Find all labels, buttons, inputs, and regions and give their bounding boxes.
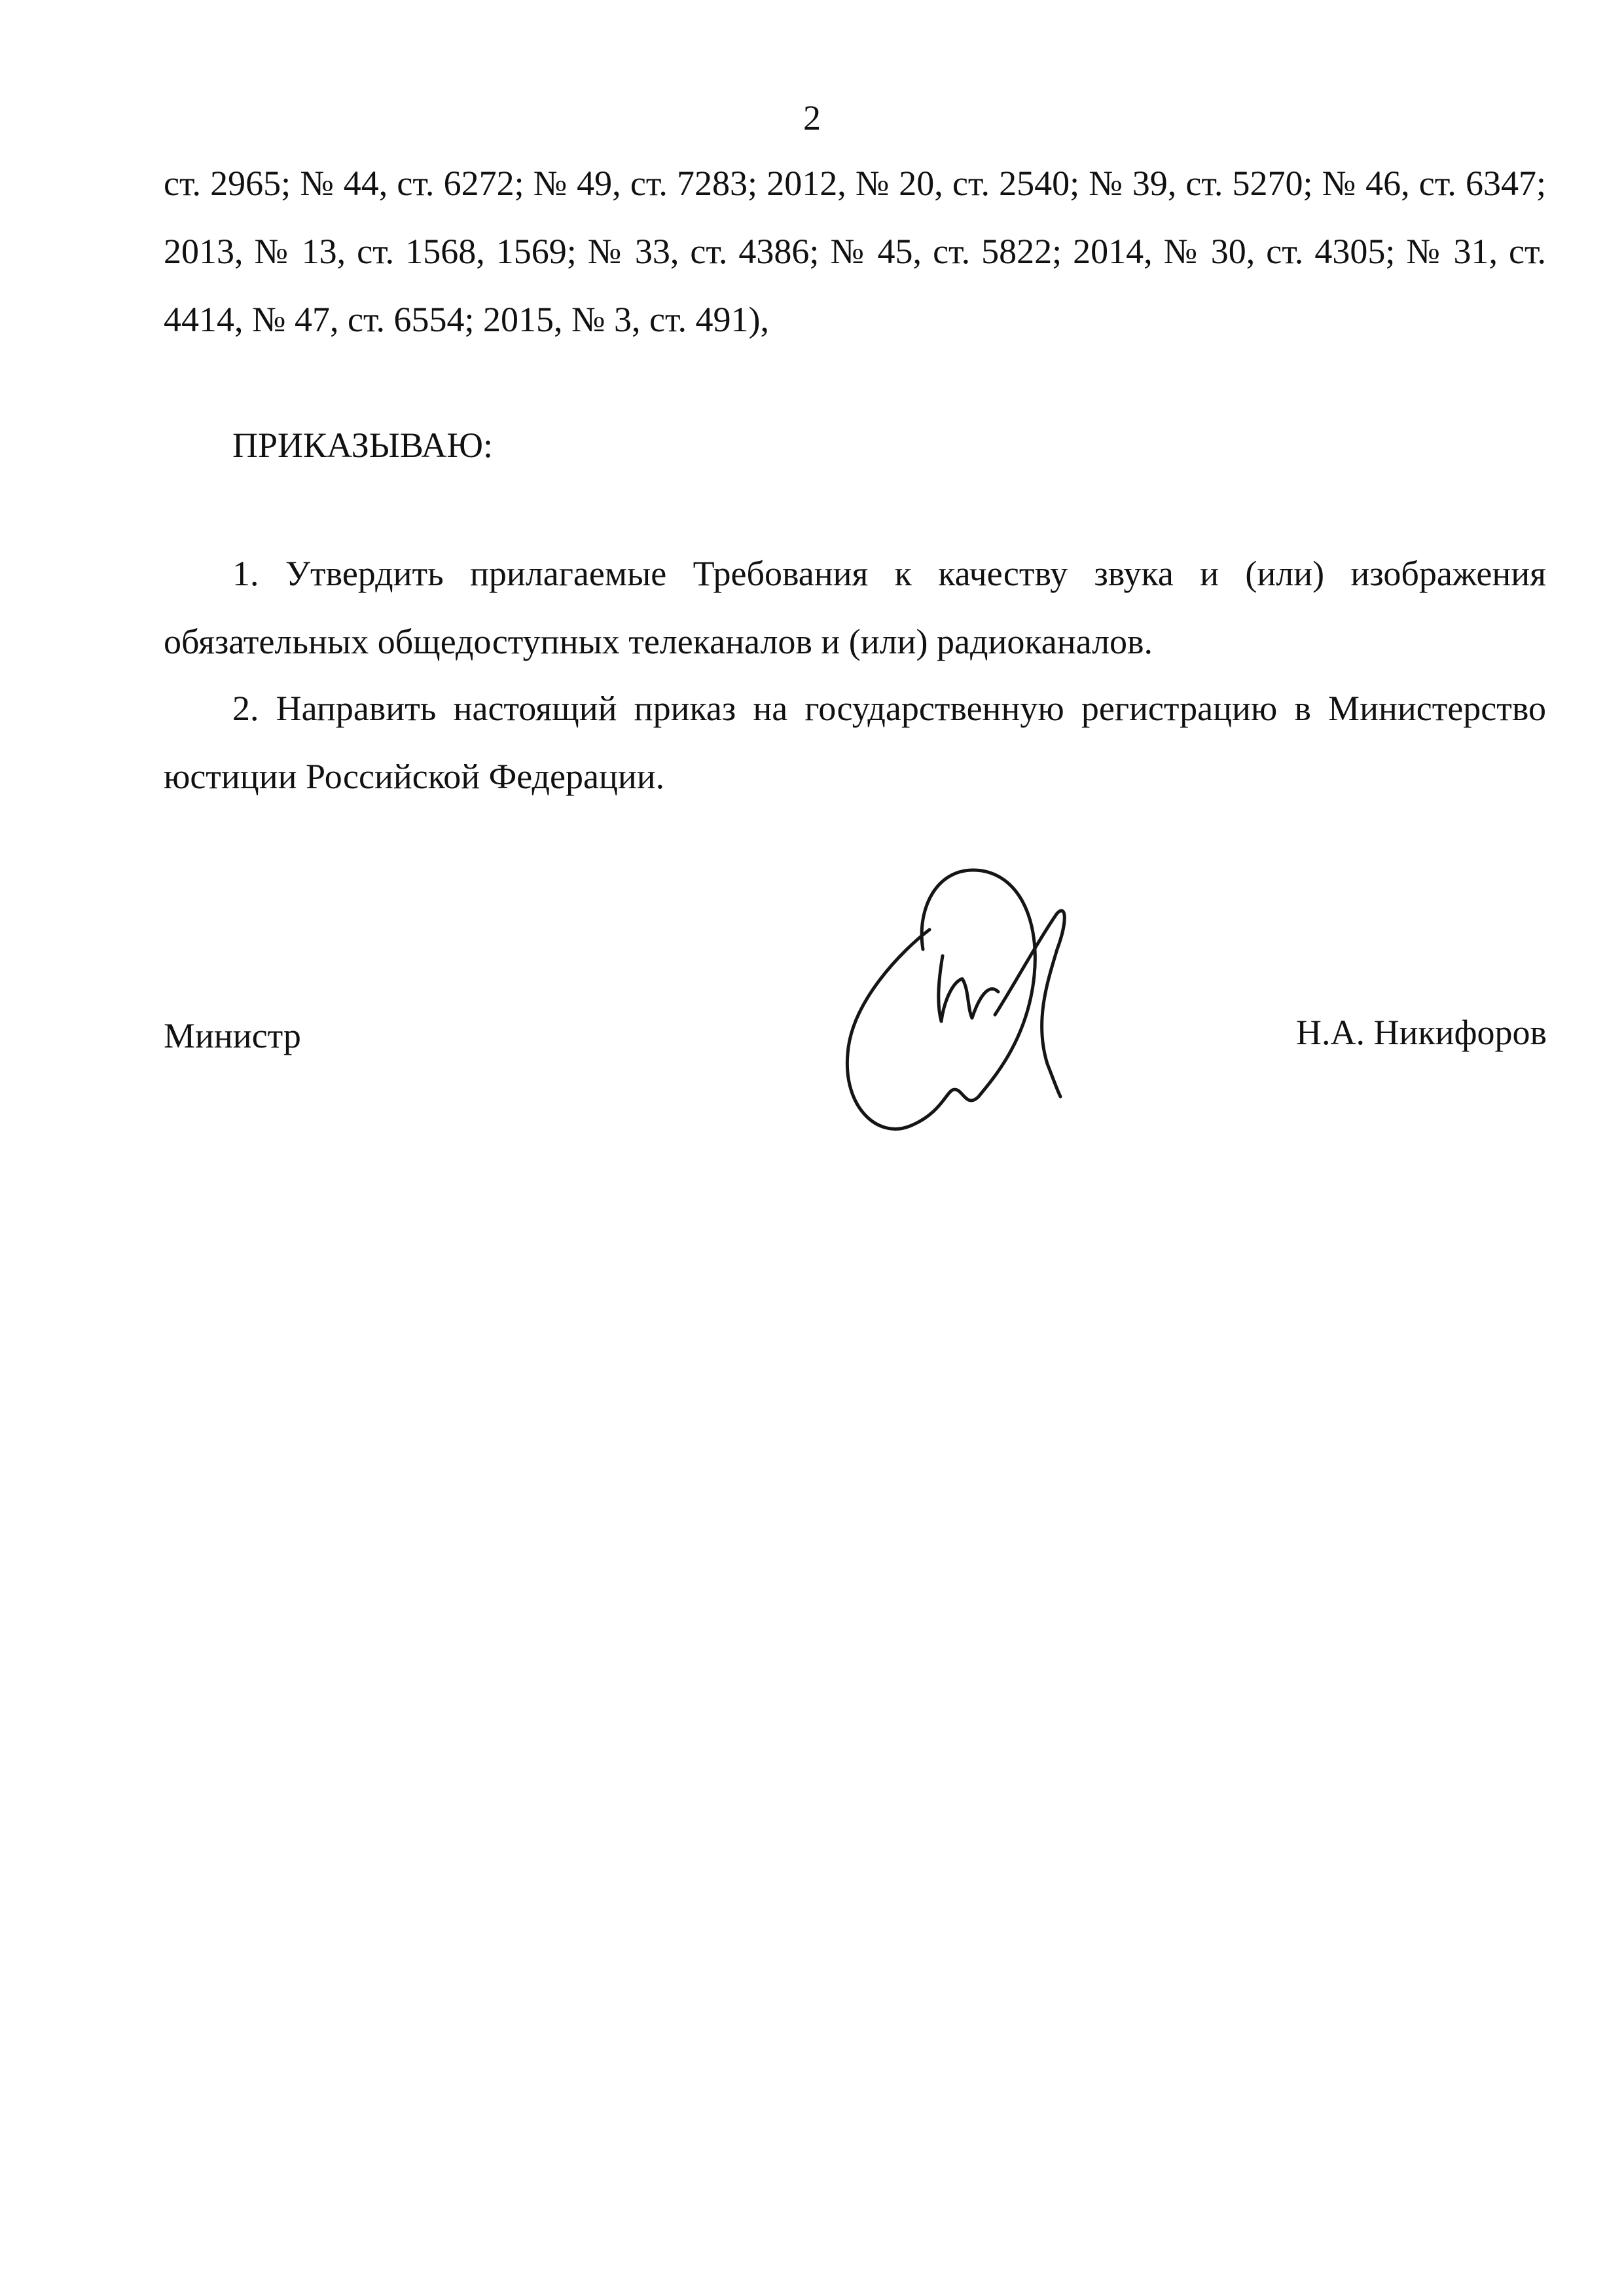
continuation-paragraph: ст. 2965; № 44, ст. 6272; № 49, ст. 7283; 2012, № 20, ст. 2540; № 39, ст. 5270; № 46, ст. 6347; 2013, № 13, ст. 1568, 1569; № 33, ст. 4386; № 45, ст. 5822; 2014, № 30, ст. 4305; № 31, ст. 4414, № 47, ст. 6554; 2015, № 3, ст. 491), [164,164,1546,339]
signer-name: Н.А. Никифоров [1295,1013,1547,1052]
signer-position: Министр [164,1016,301,1055]
signature-stroke-loop [847,870,1035,1129]
signature-stroke-letters [939,956,998,1021]
handwritten-signature [831,851,1106,1152]
order-item-1: 1. Утвердить прилагаемые Требования к качеству звука и (или) изображения обязательных общедоступных телеканалов и (или) радиоканалов. [164,554,1546,661]
page-number: 2 [803,98,821,137]
order-heading: ПРИКАЗЫВАЮ: [232,426,493,465]
order-item-2: 2. Направить настоящий приказ на государственную регистрацию в Министерство юстиции Российской Федерации. [164,689,1546,796]
